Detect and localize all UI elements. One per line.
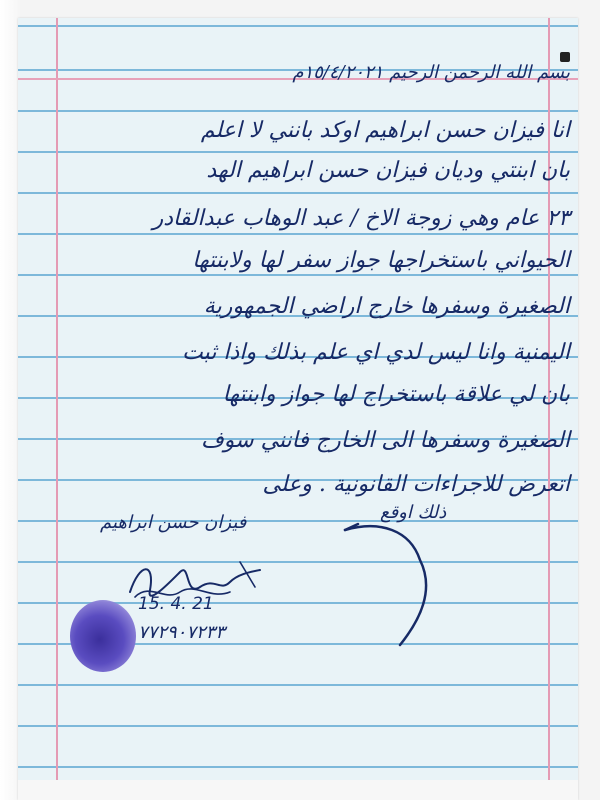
document-line-8: الصغيرة وسفرها الى الخارج فانني سوف	[200, 428, 570, 453]
signature-date: 15. 4. 21	[138, 594, 214, 614]
document-line-2: بان ابنتي وديان فيزان حسن ابراهيم الهد	[206, 158, 570, 183]
document-line-1: انا فيزان حسن ابراهيم اوكد بانني لا اعلم	[200, 118, 570, 143]
left-margin-line	[56, 18, 58, 800]
document-line-7: بان لي علاقة باستخراج لها جواز وابنتها	[222, 382, 570, 407]
document-line-9: اتعرض للاجراءات القانونية . وعلى	[262, 472, 570, 497]
document-header: بسم الله الرحمن الرحيم ١٥/٤/٢٠٢١م	[292, 62, 570, 83]
closing-text: ذلك اوقع	[380, 502, 447, 523]
document-line-5: الصغيرة وسفرها خارج اراضي الجمهورية	[203, 294, 570, 319]
corner-mark	[560, 52, 570, 62]
document-line-3: ٢٣ عام وهي زوجة الاخ / عبد الوهاب عبدالقادر	[152, 206, 570, 231]
document-line-6: اليمنية وانا ليس لدي اي علم بذلك واذا ثبت	[182, 340, 570, 365]
left-edge	[0, 0, 20, 800]
document-line-4: الحيواني باستخراجها جواز سفر لها ولابنتها	[192, 248, 570, 273]
ink-fingerprint-stamp	[70, 600, 136, 672]
phone-number: ٧٧٢٩٠٧٢٣٣	[138, 622, 226, 643]
bottom-edge	[18, 780, 578, 800]
signer-name: فيزان حسن ابراهيم	[100, 512, 247, 533]
bracket-mark	[340, 520, 450, 650]
